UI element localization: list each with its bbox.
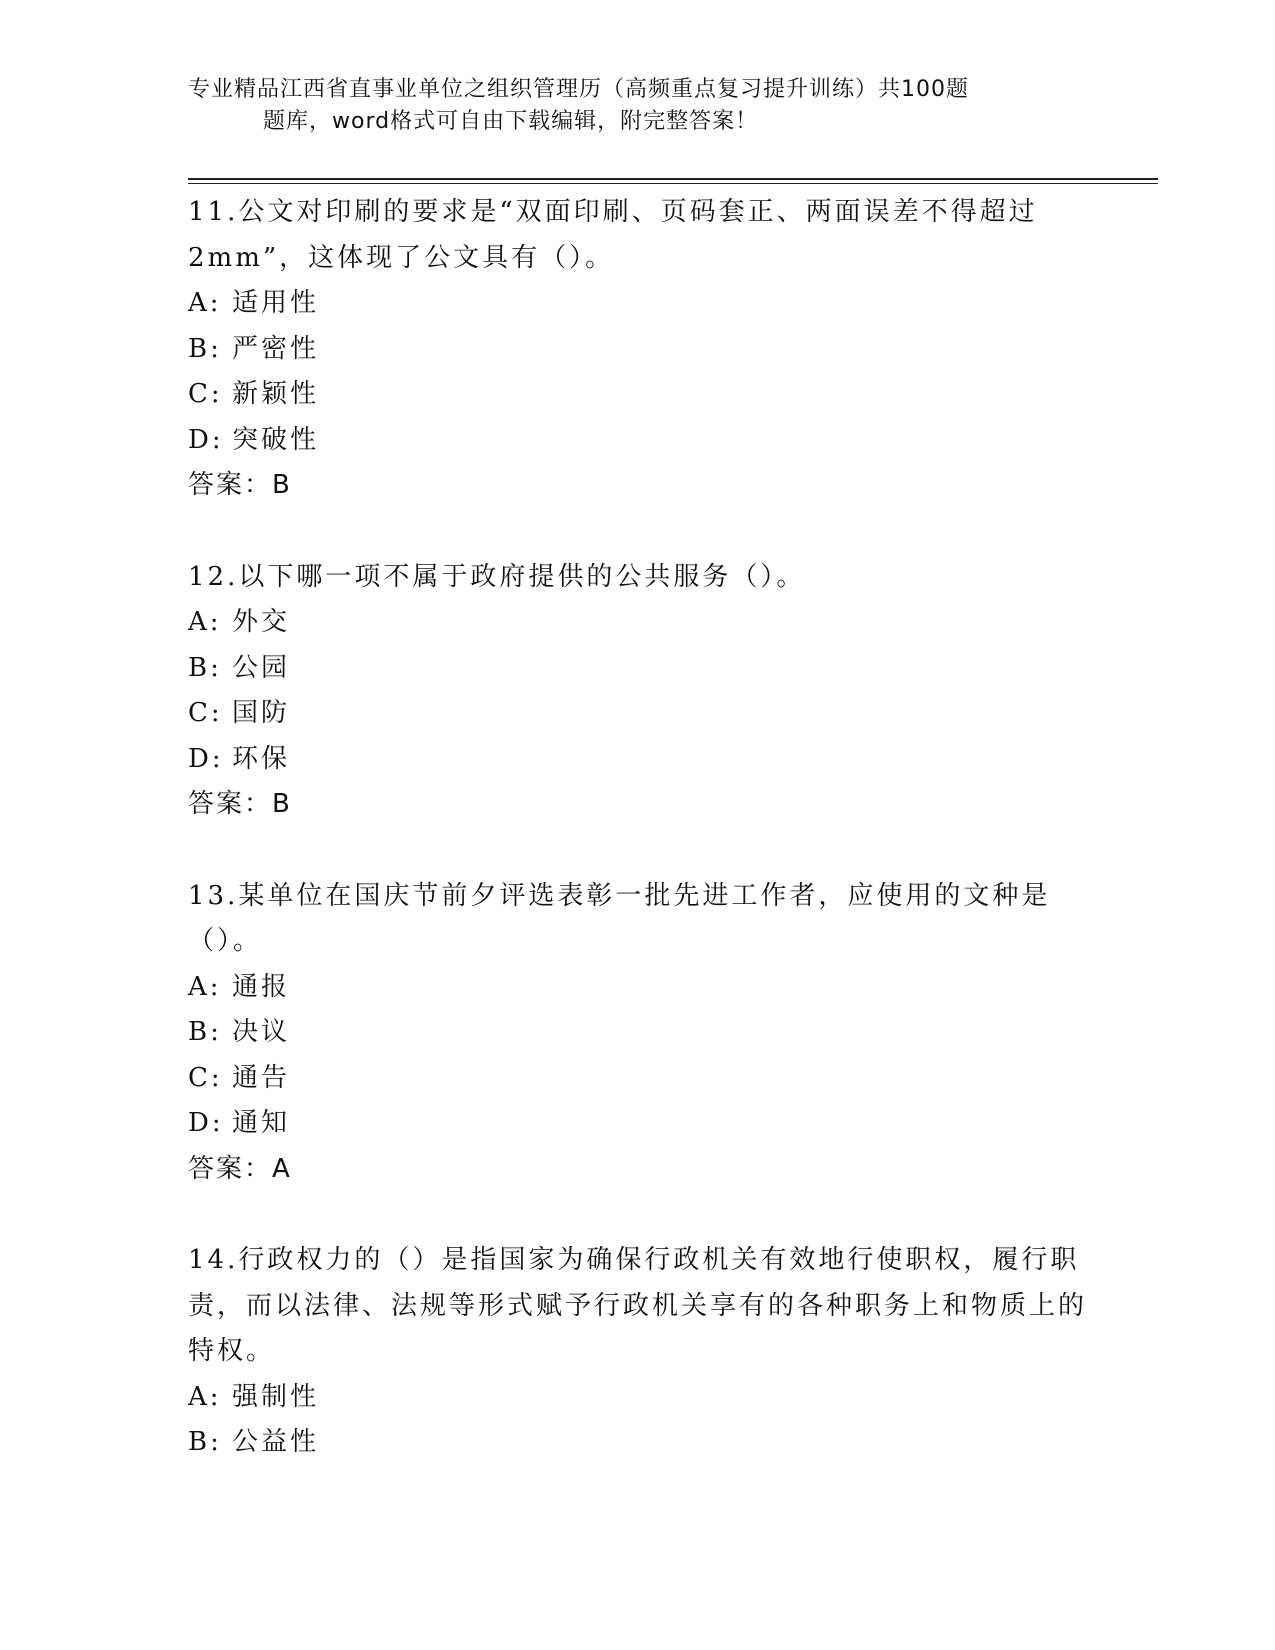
option-text: 严密性 [232,333,320,364]
option-text: 国防 [232,698,291,728]
option-key: D: [188,1108,224,1138]
option-text: 适用性 [232,288,320,318]
question-11 [188,190,1088,509]
question-13 [188,874,1088,1193]
option-key: B: [188,1427,222,1457]
option-a [188,600,1088,646]
option-key: A: [188,607,222,637]
option-text: 外交 [232,607,291,637]
question-stem: 14.行政权力的（）是指国家为确保行政机关有效地行使职权，履行职责，而以法律、法规等形式赋予行政机关享有的各种职务上和物质上的特权。 [188,1245,1088,1366]
option-b [188,646,1088,692]
option-key: A: [188,1381,222,1412]
header-title-line1: 专业精品江西省直事业单位之组织管理历（高频重点复习提升训练）共100题 [188,77,969,102]
option-b [188,1420,1088,1466]
question-14 [188,1238,1088,1466]
option-b [188,327,1088,373]
option-text: 公益性 [232,1427,320,1457]
option-text: 公园 [232,652,291,683]
option-b [188,1010,1088,1056]
option-key: D: [188,743,224,774]
question-stem: 11.公文对印刷的要求是“双面印刷、页码套正、两面误差不得超过2mm”，这体现了公文具有（）。 [188,197,1038,273]
option-d [188,737,1088,783]
option-text: 通告 [232,1062,291,1093]
option-a [188,281,1088,327]
option-text: 通报 [232,971,291,1002]
question-12 [188,555,1088,828]
option-key: B: [188,333,222,364]
question-stem: 12.以下哪一项不属于政府提供的公共服务（）。 [188,561,806,592]
option-key: C: [188,379,223,409]
option-d [188,1101,1088,1147]
option-text: 环保 [232,743,291,774]
option-key: C: [188,1062,223,1093]
option-key: B: [188,1017,222,1047]
header-divider-thick [188,178,1158,180]
question-stem: 13.某单位在国庆节前夕评选表彰一批先进工作者，应使用的文种是（）。 [188,880,1051,956]
document-header [188,74,1068,138]
answer-line: 答案：A [188,1153,292,1184]
option-c [188,691,1088,737]
option-c [188,1056,1088,1102]
header-divider-thin [188,183,1158,184]
option-text: 决议 [232,1017,291,1047]
option-a [188,1375,1088,1421]
option-text: 突破性 [232,424,320,455]
option-d [188,418,1088,464]
answer-line: 答案：B [188,789,292,819]
option-key: D: [188,424,224,455]
option-key: C: [188,698,223,728]
question-list [188,190,1088,1512]
header-title-line2: 题库，word格式可自由下载编辑，附完整答案！ [263,109,759,134]
option-key: A: [188,288,222,318]
option-text: 新颖性 [232,379,320,409]
option-key: A: [188,971,222,1002]
answer-line: 答案：B [188,470,292,500]
option-c [188,372,1088,418]
option-text: 强制性 [232,1381,320,1412]
option-a [188,965,1088,1011]
option-text: 通知 [232,1108,291,1138]
option-key: B: [188,652,222,683]
